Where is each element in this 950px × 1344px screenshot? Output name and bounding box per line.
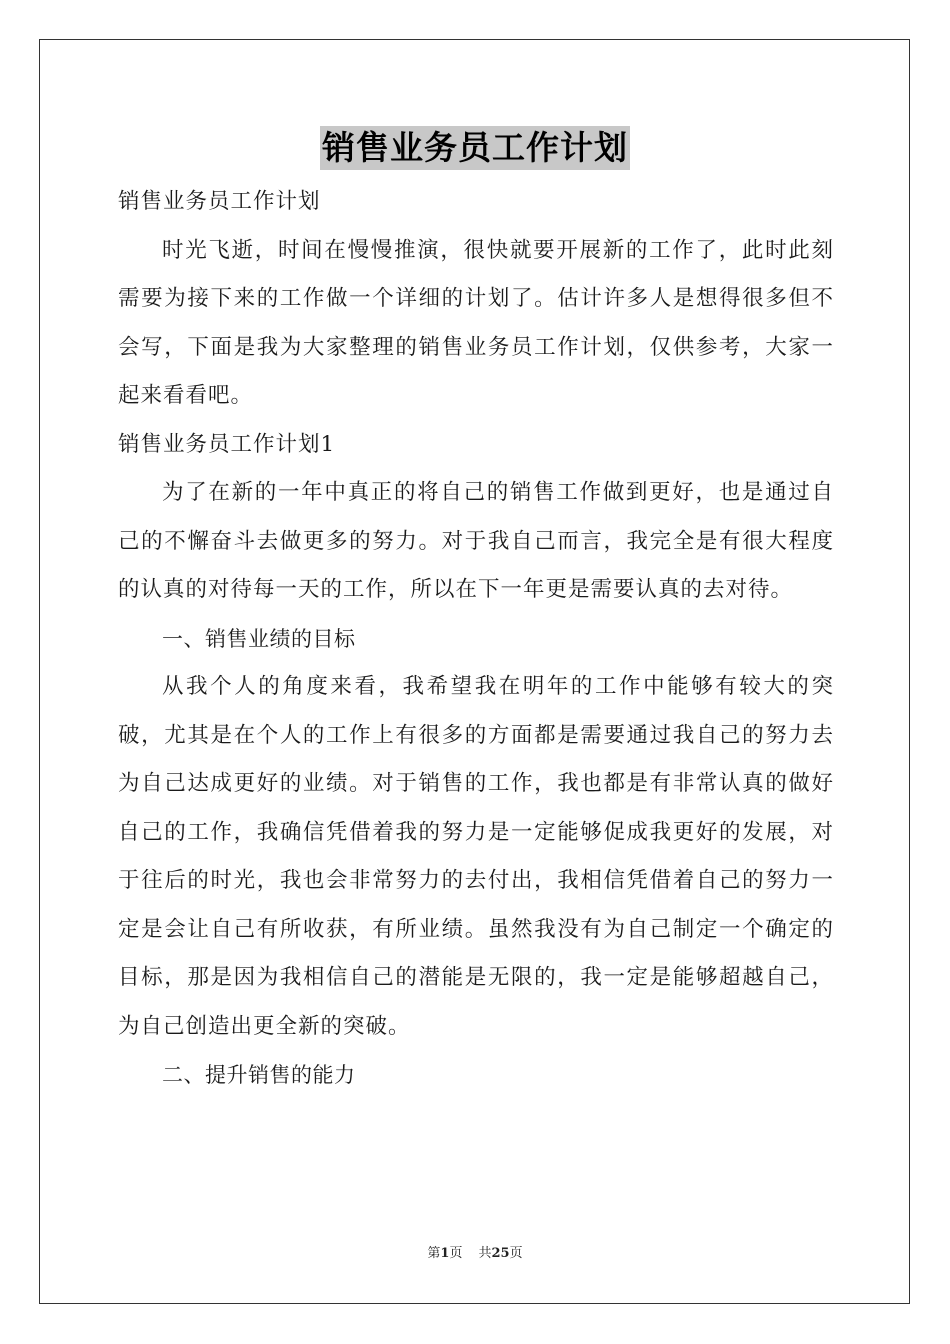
page-footer <box>0 1245 950 1263</box>
footer-total-suffix: 页 <box>509 1246 523 1261</box>
footer-page-total: 25 <box>491 1246 510 1261</box>
document-title: 销售业务员工作计划 <box>320 126 630 170</box>
section-heading-plan-1: 销售业务员工作计划1 <box>118 431 336 457</box>
footer-total-prefix: 共 <box>478 1246 492 1261</box>
footer-page-prefix: 第 <box>427 1246 441 1261</box>
paragraph-sales-target: 从我个人的角度来看，我希望我在明年的工作中能够有较大的突破，尤其是在个人的工作上有很多的方面都是需要通过我自己的努力去为自己达成更好的业绩。对于销售的工作，我也都是有非常认真的做好自己的工作，我确信凭借着我的努力是一定能够促成我更好的发展，对于往后的时光，我也会非常努力的去付出，我相信凭借着自己的努力一定是会让自己有所收获，有所业绩。虽然我没有为自己制定一个确定的目标，那是因为我相信自己的潜能是无限的，我一定是能够超越自己，为自己创造出更全新的突破。 <box>118 674 834 1039</box>
subsection-heading-sales-target: 一、销售业绩的目标 <box>162 626 356 651</box>
document-body <box>118 178 834 1100</box>
footer-page-suffix: 页 <box>449 1246 463 1261</box>
subsection-heading-sales-ability: 二、提升销售的能力 <box>162 1063 356 1087</box>
paragraph-intro: 时光飞逝，时间在慢慢推演，很快就要开展新的工作了，此时此刻需要为接下来的工作做一个详细的计划了。估计许多人是想得很多但不会写，下面是我为大家整理的销售业务员工作计划，仅供参考，大家一起来看看吧。 <box>118 237 834 408</box>
title-area <box>0 126 950 170</box>
paragraph-subtitle: 销售业务员工作计划 <box>118 189 321 214</box>
paragraph-plan-1-intro: 为了在新的一年中真正的将自己的销售工作做到更好，也是通过自己的不懈奋斗去做更多的努力。对于我自己而言，我完全是有很大程度的认真的对待每一天的工作，所以在下一年更是需要认真的去对待。 <box>118 480 834 602</box>
footer-page-current: 1 <box>440 1246 450 1261</box>
